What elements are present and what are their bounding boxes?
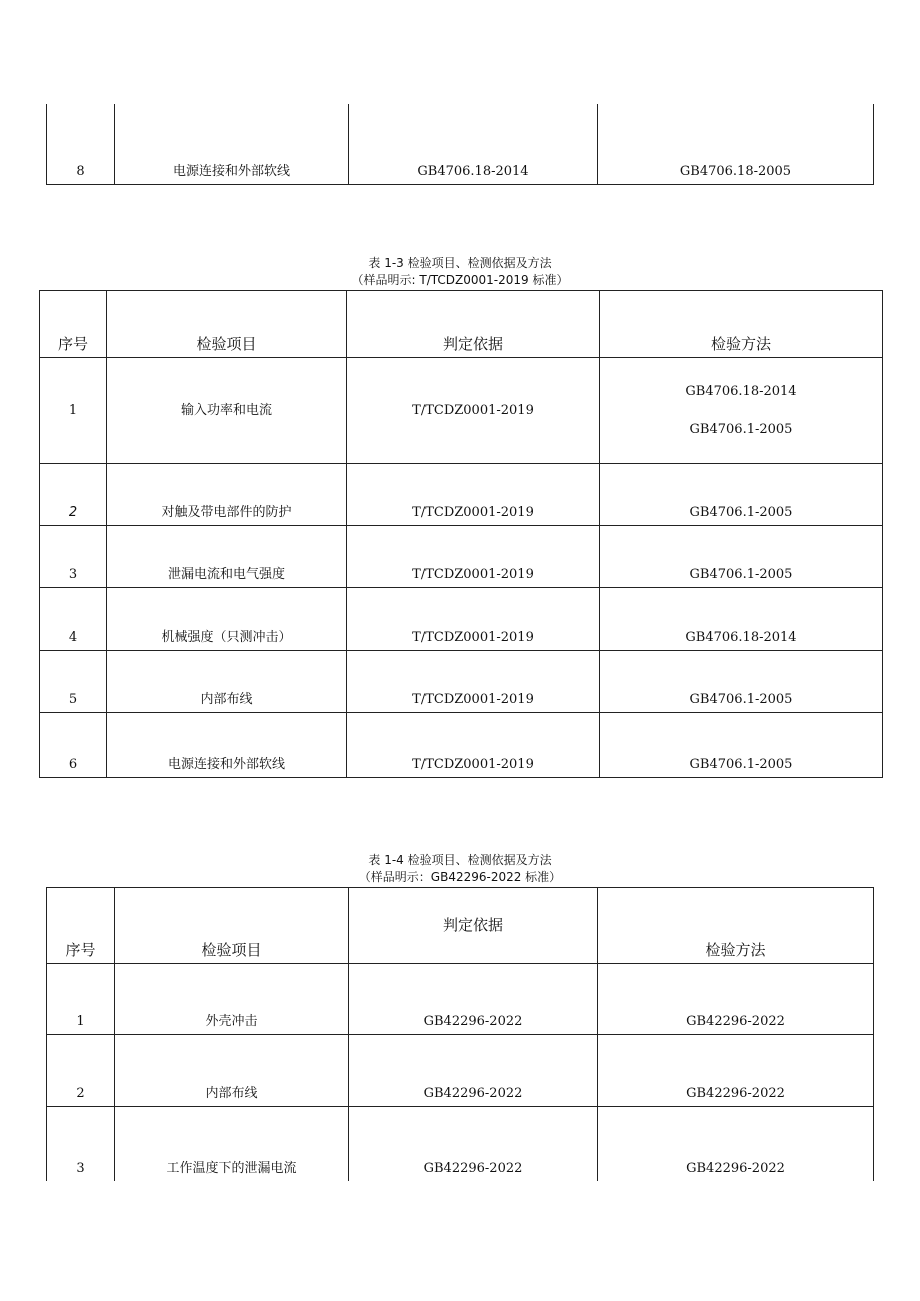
header-item: 检验项目	[107, 291, 347, 358]
inspection-method: GB4706.1-2005	[600, 713, 883, 778]
inspection-item: 内部布线	[115, 1035, 349, 1107]
inspection-method: GB4706.1-2005	[600, 651, 883, 713]
table-1-4-subcaption: （样品明示：GB42296-2022 标准）	[358, 870, 562, 884]
inspection-item: 泄漏电流和电气强度	[107, 526, 347, 588]
table-row	[47, 104, 874, 185]
row-number: 3	[47, 1107, 115, 1181]
header-item: 检验项目	[115, 888, 349, 964]
header-no: 序号	[40, 291, 107, 358]
inspection-item: 对触及带电部件的防护	[107, 464, 347, 526]
table-row	[40, 651, 883, 713]
judgment-basis: GB4706.18-2014	[349, 104, 598, 185]
inspection-item: 电源连接和外部软线	[115, 104, 349, 185]
previous-table-fragment	[46, 104, 874, 185]
inspection-method: GB4706.1-2005	[600, 526, 883, 588]
table-row	[40, 464, 883, 526]
row-number: 6	[40, 713, 107, 778]
row-number: 5	[40, 651, 107, 713]
header-method: 检验方法	[600, 291, 883, 358]
inspection-method: GB4706.18-2014	[600, 588, 883, 651]
judgment-basis: T/TCDZ0001-2019	[347, 651, 600, 713]
inspection-method: GB42296-2022	[598, 964, 874, 1035]
inspection-method: GB4706.1-2005	[600, 464, 883, 526]
table-row	[47, 1035, 874, 1107]
table-header-row	[47, 888, 874, 964]
table-row	[40, 713, 883, 778]
judgment-basis: T/TCDZ0001-2019	[347, 588, 600, 651]
inspection-item: 输入功率和电流	[107, 358, 347, 464]
inspection-item: 机械强度（只测冲击）	[107, 588, 347, 651]
table-1-3	[39, 290, 883, 778]
table-1-4-caption: 表 1-4 检验项目、检测依据及方法	[368, 853, 552, 867]
row-number: 1	[47, 964, 115, 1035]
judgment-basis: GB42296-2022	[349, 1107, 598, 1181]
header-no: 序号	[47, 888, 115, 964]
judgment-basis: GB42296-2022	[349, 1035, 598, 1107]
judgment-basis: T/TCDZ0001-2019	[347, 358, 600, 464]
header-basis: 判定依据	[349, 888, 598, 964]
header-basis: 判定依据	[347, 291, 600, 358]
row-number: 1	[40, 358, 107, 464]
table-row	[47, 1107, 874, 1181]
method-line-2: GB4706.1-2005	[689, 421, 793, 437]
inspection-item: 工作温度下的泄漏电流	[115, 1107, 349, 1181]
table-1-3-subcaption: （样品明示: T/TCDZ0001-2019 标准）	[351, 273, 569, 287]
table-1-4	[46, 887, 874, 1181]
header-method: 检验方法	[598, 888, 874, 964]
judgment-basis: GB42296-2022	[349, 964, 598, 1035]
inspection-method: GB4706.18-2005	[598, 104, 874, 185]
inspection-item: 内部布线	[107, 651, 347, 713]
table-header-row	[40, 291, 883, 358]
table-row	[40, 526, 883, 588]
inspection-item: 外壳冲击	[115, 964, 349, 1035]
row-number: 4	[40, 588, 107, 651]
inspection-method	[600, 358, 883, 464]
row-number: 2	[47, 1035, 115, 1107]
judgment-basis: T/TCDZ0001-2019	[347, 713, 600, 778]
judgment-basis: T/TCDZ0001-2019	[347, 526, 600, 588]
table-1-3-caption: 表 1-3 检验项目、检测依据及方法	[368, 256, 552, 270]
method-line-1: GB4706.18-2014	[685, 383, 797, 399]
row-number: 3	[40, 526, 107, 588]
inspection-item: 电源连接和外部软线	[107, 713, 347, 778]
table-row	[47, 964, 874, 1035]
inspection-method: GB42296-2022	[598, 1107, 874, 1181]
table-row	[40, 358, 883, 464]
row-number: 8	[47, 104, 115, 185]
inspection-method: GB42296-2022	[598, 1035, 874, 1107]
table-row	[40, 588, 883, 651]
judgment-basis: T/TCDZ0001-2019	[347, 464, 600, 526]
row-number: 2	[40, 464, 107, 526]
